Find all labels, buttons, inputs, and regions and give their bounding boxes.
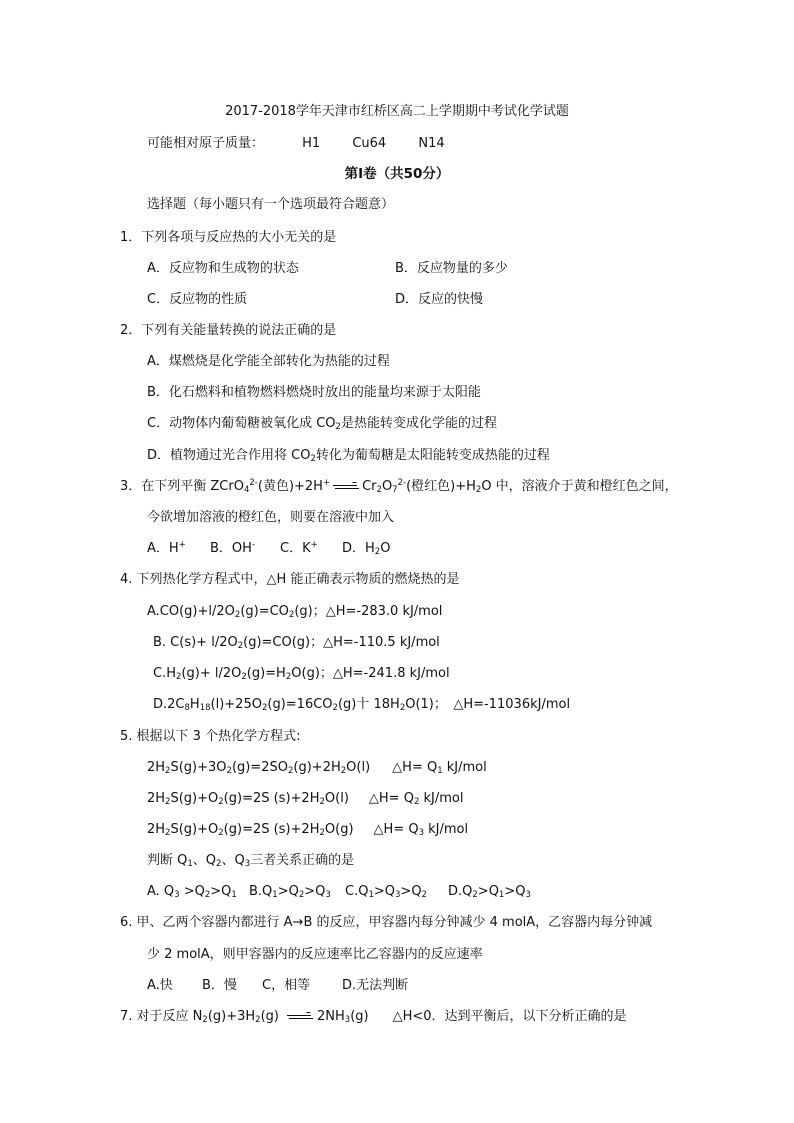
q4-option-d: $D.2C_8H_{18}(l)+25O_2(g)=16CO_2(g)$十 $18H_2O(1)$； △H=-11036kJ/mol: [153, 697, 571, 713]
q5-option-a: A. $Q_3 >Q_2>Q_1$: [147, 884, 237, 900]
q4-option-a: $A.CO(g)+l/2O_2(g)=CO_2(g)$；△H=-283.0 kJ/mol: [147, 604, 443, 620]
question-6-stem: 6. 甲、乙两个容器内都进行 A→B 的反应，甲容器内每分钟减少 4 molA，乙容器内每分钟减: [120, 915, 653, 930]
equilibrium-arrow-icon: [333, 482, 359, 492]
question-6-line2: 少 2 molA，则甲容器内的反应速率比乙容器内的反应速率: [147, 947, 483, 962]
mass-h: H1: [302, 136, 321, 151]
q5-equation-2: $2H_2S(g)+O_2(g)=2S$ $(s)+2H_2O(l)$ △H= $Q_2$ kJ/mol: [147, 791, 464, 807]
q2-option-c: C．动物体内葡萄糖被氧化成 $CO_2$是热能转变成化学能的过程: [147, 416, 497, 432]
q4-option-b: B. $C(s)+ l/2O_2(g)=CO(g)$；△H=-110.5 kJ/mol: [153, 635, 440, 651]
q5-equation-1: $2H_2S(g)+3O_2(g)=2SO_2(g)+2H_2O(l)$ △H= $Q_1$ kJ/mol: [147, 760, 487, 776]
q6-option-c: C，相等: [262, 978, 311, 993]
section-heading: 第I卷（共50分）: [344, 166, 450, 182]
mass-cu: Cu64: [352, 136, 387, 151]
q5-option-d: $D.Q_2>Q_1>Q_3$: [448, 884, 531, 900]
question-1-stem: 1．下列各项与反应热的大小无关的是: [120, 230, 337, 245]
q3-option-b: B．OH-: [210, 540, 256, 556]
q1-option-b: B．反应物量的多少: [395, 261, 508, 276]
instruction: 选择题（每小题只有一个选项最符合题意）: [147, 197, 395, 212]
q2-option-b: B．化石燃料和植物燃料燃烧时放出的能量均来源于太阳能: [147, 385, 481, 400]
q6-option-b: B．慢: [202, 978, 237, 993]
q4-option-c: $C.H_2(g)+ l/2O_2(g)=H_2O(g)$；△H=-241.8 kJ/mol: [153, 666, 450, 682]
q6-option-a: A.快: [147, 978, 173, 993]
atomic-masses: [147, 136, 445, 152]
q6-option-d: D.无法判断: [342, 978, 409, 993]
q5-judge: 判断 $Q_1$、$Q_2$、$Q_3$三者关系正确的是: [147, 853, 355, 869]
q3-option-d: D．$H_2O$: [342, 541, 391, 557]
q3-option-a: A．H+: [147, 540, 186, 556]
question-4-stem: 4. 下列热化学方程式中，△H 能正确表示物质的燃烧热的是: [120, 572, 460, 587]
q5-option-b: $B.Q_1>Q_2>Q_3$: [249, 884, 331, 900]
q2-option-d: D．植物通过光合作用将 $CO_2$转化为葡萄糖是太阳能转变成热能的过程: [147, 448, 550, 464]
atomic-masses-label: 可能相对原子质量：: [147, 136, 265, 151]
q5-option-c: $C.Q_1>Q_3>Q_2$: [345, 884, 427, 900]
equilibrium-arrow-icon: [287, 1012, 313, 1022]
q3-option-c: C．K+: [280, 540, 318, 556]
question-5-stem: 5. 根据以下 3 个热化学方程式:: [120, 729, 301, 744]
q1-option-c: C．反应物的性质: [147, 292, 248, 307]
page-title: 2017-2018学年天津市红桥区高二上学期期中考试化学试题: [225, 104, 569, 119]
q1-option-a: A．反应物和生成物的状态: [147, 261, 299, 276]
question-3-line2: 今欲增加溶液的橙红色，则要在溶液中加入: [147, 510, 395, 525]
question-3-stem: 3．在下列平衡 ZCrO$_4^{2-}$(黄色)+2H+ $Cr_2O_7^{2-}$(橙红色)$+H_2O$ 中，溶液介于黄和橙红色之间，: [120, 478, 678, 495]
question-2-stem: 2．下列有关能量转换的说法正确的是: [120, 323, 337, 338]
mass-n: N14: [418, 136, 445, 151]
q5-equation-3: $2H_2S(g)+O_2(g)=2S$ $(s)+2H_2O(g)$ △H= $Q_3$ kJ/mol: [147, 822, 469, 838]
q2-option-a: A．煤燃烧是化学能全部转化为热能的过程: [147, 354, 390, 369]
q1-option-d: D．反应的快慢: [395, 292, 484, 307]
question-7-stem: 7. 对于反应 $N_2(g)+3H_2(g)$ $2NH_3(g)$ △H<0．达到平衡后，以下分析正确的是: [120, 1009, 627, 1025]
